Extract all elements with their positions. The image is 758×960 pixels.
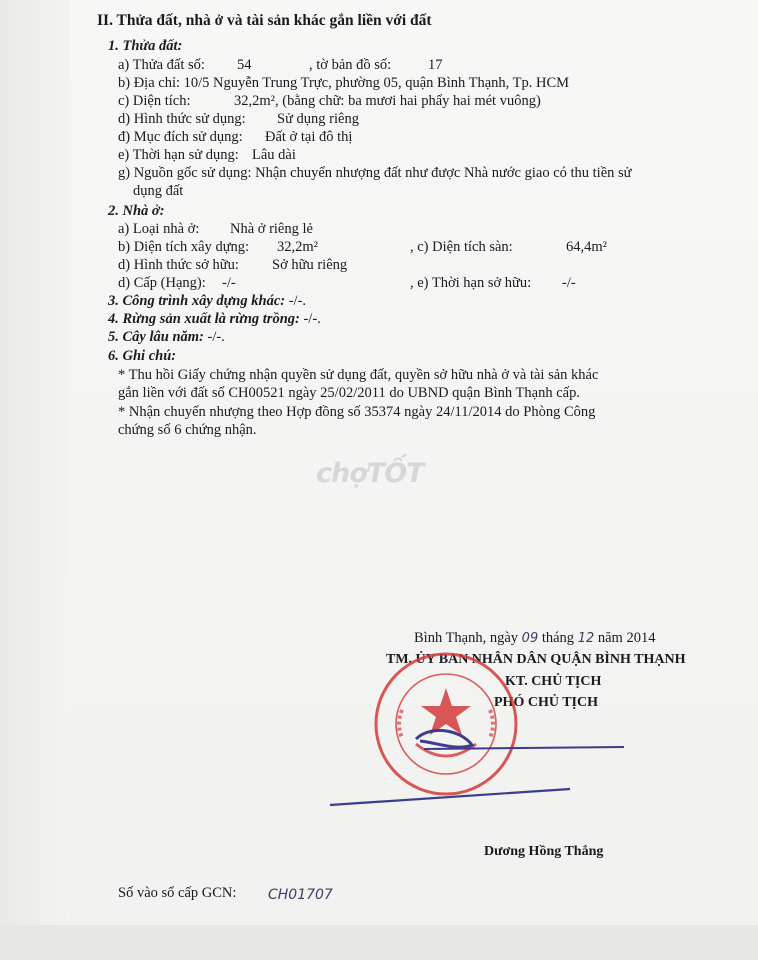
term: Lâu dài	[252, 147, 296, 163]
note-line-4: chứng số 6 chứng nhận.	[118, 422, 257, 438]
other-works-heading: 3. Công trình xây dựng khác:	[108, 293, 286, 309]
trees-value: -/-.	[207, 329, 225, 345]
forest-value: -/-.	[303, 311, 321, 327]
term-label: e) Thời hạn sử dụng:	[118, 147, 239, 163]
grade: -/-	[222, 275, 236, 291]
notes-heading: 6. Ghi chú:	[108, 348, 177, 364]
date-line	[414, 629, 655, 648]
use-form: Sử dụng riêng	[277, 111, 359, 127]
scan-edge-left	[0, 0, 70, 960]
forest	[108, 310, 321, 328]
handwritten-signature	[320, 715, 640, 815]
map-number: 17	[428, 57, 443, 73]
parcel-number: 54	[237, 57, 252, 73]
use-form-label: d) Hình thức sử dụng:	[118, 111, 246, 127]
gcn-number: CH01707	[268, 887, 333, 903]
map-label: , tờ bản đồ số:	[309, 57, 392, 73]
build-area-label: b) Diện tích xây dựng:	[118, 239, 250, 255]
note-line-1: * Thu hồi Giấy chứng nhận quyền sử dụng đất, quyền sở hữu nhà ở và tài sản khác	[118, 367, 599, 383]
purpose-label: đ) Mục đích sử dụng:	[118, 129, 243, 145]
date-month: 12	[577, 631, 595, 646]
gcn-label: Số vào sổ cấp GCN:	[118, 885, 237, 901]
trees	[108, 328, 225, 346]
house-heading: 2. Nhà ở:	[108, 203, 165, 219]
forest-heading: 4. Rừng sản xuất là rừng trồng:	[108, 311, 300, 327]
signing-role: PHÓ CHỦ TỊCH	[494, 695, 598, 710]
house-type-label: a) Loại nhà ở:	[118, 221, 200, 237]
signer-name: Dương Hồng Thắng	[484, 844, 604, 859]
date-day: 09	[521, 631, 539, 646]
trees-heading: 5. Cây lâu năm:	[108, 329, 204, 345]
signing-org: TM. ỦY BAN NHÂN DÂN QUẬN BÌNH THẠNH	[386, 652, 686, 667]
address: b) Địa chỉ: 10/5 Nguyễn Trung Trực, phường 05, quận Bình Thạnh, Tp. HCM	[118, 75, 570, 91]
land-heading: 1. Thửa đất:	[108, 38, 183, 54]
note-line-2: gắn liền với đất số CH00521 ngày 25/02/2011 do UBND quận Bình Thạnh cấp.	[118, 385, 580, 401]
date-year: năm 2014	[597, 630, 656, 646]
house-type: Nhà ở riêng lẻ	[230, 221, 313, 237]
own-form-label: d) Hình thức sở hữu:	[118, 257, 239, 273]
scan-edge-bottom	[0, 925, 758, 960]
own-term-label: , e) Thời hạn sở hữu:	[410, 275, 532, 291]
own-form: Sở hữu riêng	[272, 257, 348, 273]
watermark-logo: chợTỐT	[316, 458, 424, 489]
area-value: 32,2m², (bằng chữ: ba mươi hai phẩy hai mét vuông)	[234, 93, 541, 109]
signing-kt: KT. CHỦ TỊCH	[505, 674, 602, 689]
floor-area: 64,4m²	[566, 239, 608, 255]
parcel-label: a) Thửa đất số:	[118, 57, 205, 73]
section-title: II. Thửa đất, nhà ở và tài sản khác gắn liền với đất	[97, 12, 432, 29]
grade-label: d) Cấp (Hạng):	[118, 275, 206, 291]
build-area: 32,2m²	[277, 239, 319, 255]
date-month-label: tháng	[541, 630, 575, 646]
origin-line-2: dụng đất	[133, 183, 184, 199]
area-label: c) Diện tích:	[118, 93, 191, 109]
date-place: Bình Thạnh, ngày	[414, 630, 519, 646]
own-term: -/-	[562, 275, 576, 291]
other-works-value: -/-.	[288, 293, 307, 309]
note-line-3: * Nhận chuyển nhượng theo Hợp đồng số 35374 ngày 24/11/2014 do Phòng Công	[118, 404, 596, 420]
purpose: Đất ở tại đô thị	[265, 129, 353, 145]
origin-line-1: g) Nguồn gốc sử dụng: Nhận chuyển nhượng đất như được Nhà nước giao có thu tiền sử	[118, 165, 632, 181]
floor-area-label: , c) Diện tích sàn:	[410, 239, 513, 255]
other-works	[108, 292, 306, 310]
